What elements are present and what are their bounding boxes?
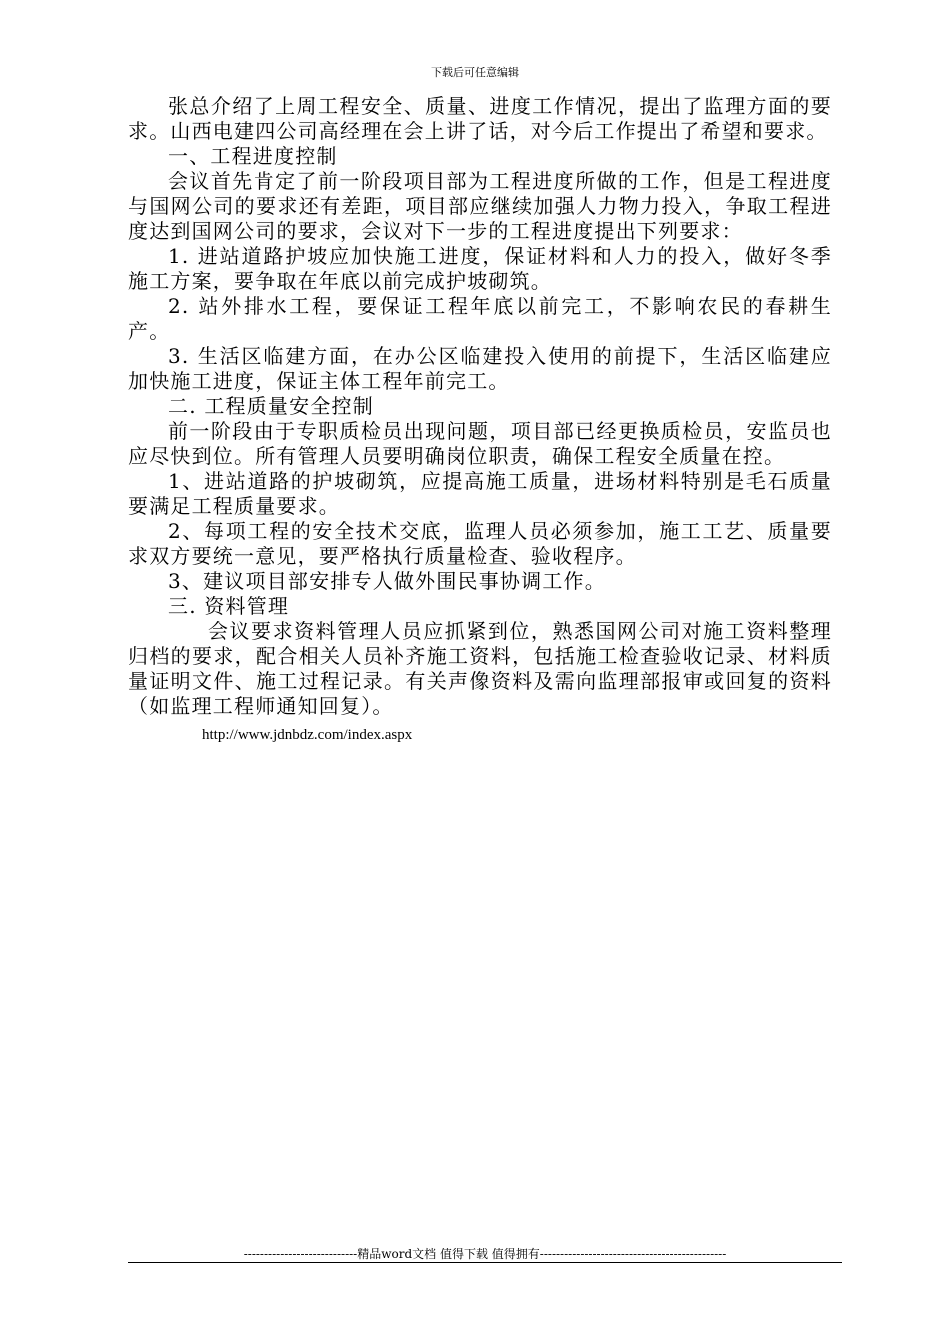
section-heading-quality: 二. 工程质量安全控制 [168,394,374,418]
progress-paragraph: 会议首先肯定了前一阶段项目部为工程进度所做的工作，但是工程进度与国网公司的要求还有差距，项目部应继续加强人力物力投入，争取工程进度达到国网公司的要求，会议对下一步的工程进度提出下列要求： [128,169,832,243]
quality-item-1: 1、进站道路的护坡砌筑，应提高施工质量，进场材料特别是毛石质量要满足工程质量要求。 [128,469,832,518]
documents-paragraph: 会议要求资料管理人员应抓紧到位，熟悉国网公司对施工资料整理归档的要求，配合相关人员补齐施工资料，包括施工检查验收记录、材料质量证明文件、施工过程记录。有关声像资料及需向监理部报审或回复的资料（如监理工程师通知回复）。 [128,619,832,718]
page-footer: ----------------------------精品word文档 值得下载 值得拥有---------------------------------------------- [243,1247,727,1261]
progress-item-3: 3. 生活区临建方面，在办公区临建投入使用的前提下，生活区临建应加快施工进度，保证主体工程年前完工。 [128,344,832,393]
progress-item-2: 2. 站外排水工程，要保证工程年底以前完工，不影响农民的春耕生产。 [128,294,832,343]
section-heading-progress: 一、工程进度控制 [168,144,338,168]
quality-item-2: 2、每项工程的安全技术交底，监理人员必须参加，施工工艺、质量要求双方要统一意见，要严格执行质量检查、验收程序。 [128,519,832,568]
quality-item-3: 3、建议项目部安排专人做外围民事协调工作。 [168,569,606,593]
quality-paragraph: 前一阶段由于专职质检员出现问题，项目部已经更换质检员，安监员也应尽快到位。所有管理人员要明确岗位职责，确保工程安全质量在控。 [128,419,832,468]
intro-paragraph: 张总介绍了上周工程安全、质量、进度工作情况，提出了监理方面的要求。山西电建四公司高经理在会上讲了话，对今后工作提出了希望和要求。 [128,94,832,143]
section-heading-documents: 三. 资料管理 [168,594,290,618]
footer-rule [128,1262,842,1263]
progress-item-1: 1. 进站道路护坡应加快施工进度，保证材料和人力的投入，做好冬季施工方案，要争取在年底以前完成护坡砌筑。 [128,244,832,293]
url-link[interactable]: http://www.jdnbdz.com/index.aspx [202,727,413,743]
document-body [128,94,832,745]
page-header: 下载后可任意编辑 [431,66,519,79]
